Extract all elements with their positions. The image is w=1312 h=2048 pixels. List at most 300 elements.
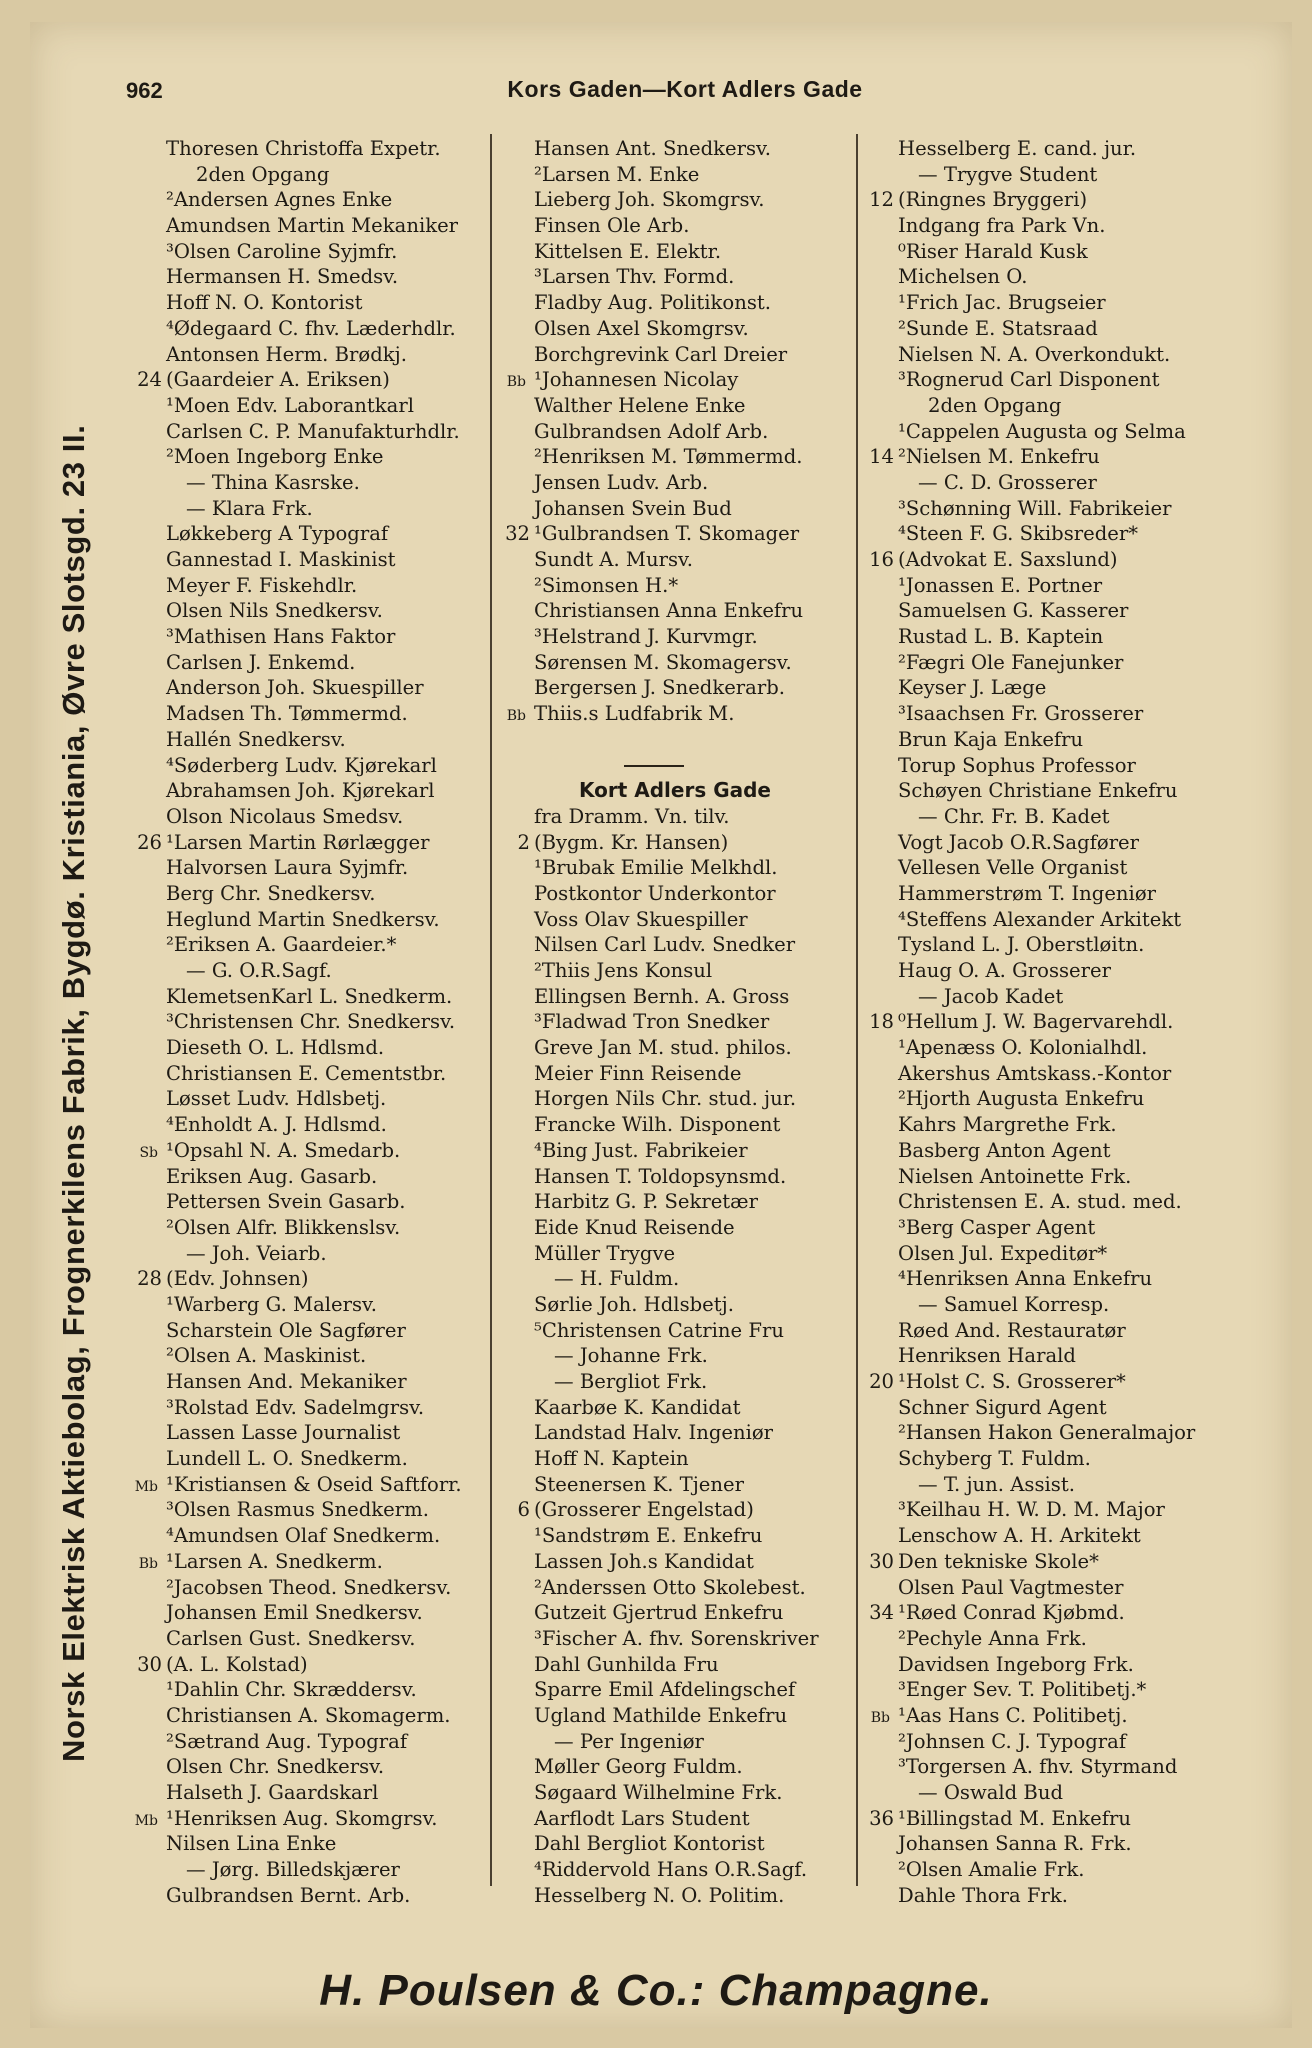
floor-marker: Mb: [134, 1478, 158, 1495]
entry-text: ²Olsen Amalie Frk.: [898, 1858, 1085, 1882]
directory-entry: [494, 1703, 856, 1729]
directory-entry: [494, 162, 856, 188]
side-advertisement: Norsk Elektrisk Aktiebolag, Frognerkilens Fabrik, Bygdø. Kristiania, Øvre Slotsgd. 23 II.: [56, 424, 91, 1762]
entry-text: — Joh. Veiarb.: [186, 1241, 327, 1265]
floor-marker: Bb: [138, 1555, 158, 1572]
directory-entry: [858, 496, 1218, 522]
directory-entry: [126, 1369, 490, 1395]
directory-entry: [494, 239, 856, 265]
directory-entry: [494, 1626, 856, 1652]
directory-entry: [494, 1266, 856, 1292]
directory-entry: [126, 1472, 490, 1498]
directory-entry: [126, 1035, 490, 1061]
entry-text: ¹Dahlin Chr. Skræddersv.: [166, 1678, 417, 1702]
entry-text: — T. jun. Assist.: [918, 1472, 1075, 1496]
directory-entry: [858, 1189, 1218, 1215]
directory-entry: [858, 1523, 1218, 1549]
entry-text: Greve Jan M. stud. philos.: [534, 1036, 792, 1060]
directory-entry: [858, 1086, 1218, 1112]
entry-text: Bergersen J. Snedkerarb.: [534, 676, 785, 700]
house-number: 34: [869, 1601, 894, 1625]
directory-entry: [494, 1575, 856, 1601]
entry-text: Steenersen K. Tjener: [534, 1472, 744, 1496]
house-number: 24: [137, 368, 162, 392]
entry-text: Tysland L. J. Oberstløitn.: [898, 933, 1145, 957]
directory-entry: [126, 1806, 490, 1832]
directory-entry: [858, 1472, 1218, 1498]
entry-text: Olson Nicolaus Smedsv.: [166, 804, 404, 828]
directory-entry: [126, 1729, 490, 1755]
entry-text: Lenschow A. H. Arkitekt: [898, 1524, 1141, 1548]
column-divider: [490, 134, 492, 1886]
directory-entry: [858, 958, 1218, 984]
entry-text: Dahl Bergliot Kontorist: [534, 1832, 765, 1856]
entry-text: Torup Sophus Professor: [898, 753, 1136, 777]
entry-text: ⁴Enholdt A. J. Hdlsmd.: [166, 1113, 387, 1137]
directory-entry: [858, 419, 1218, 445]
entry-text: fra Dramm. Vn. tilv.: [534, 804, 730, 828]
entry-text: ¹Røed Conrad Kjøbmd.: [898, 1601, 1125, 1625]
directory-entry: [126, 1883, 490, 1909]
directory-entry: [494, 1780, 856, 1806]
entry-text: ¹Larsen Martin Rørlægger: [166, 830, 430, 854]
directory-entry: [126, 727, 490, 753]
entry-text: Christiansen E. Cementstbr.: [166, 1061, 447, 1085]
directory-entry: [858, 1446, 1218, 1472]
entry-text: Kaarbøe K. Kandidat: [534, 1395, 741, 1419]
entry-text: Jensen Ludv. Arb.: [534, 470, 709, 494]
directory-entry: [494, 727, 856, 753]
entry-text: ⁴Steen F. G. Skibsreder*: [898, 522, 1139, 546]
directory-entry: [126, 881, 490, 907]
entry-text: ³Larsen Thv. Formd.: [534, 265, 735, 289]
entry-text: Michelsen O.: [898, 265, 1028, 289]
directory-entry: [858, 753, 1218, 779]
entry-text: Thoresen Christoffa Expetr.: [166, 137, 441, 160]
directory-entry: [494, 1831, 856, 1857]
entry-text: Meyer F. Fiskehdlr.: [166, 573, 358, 597]
entry-text: ²Olsen Alfr. Blikkenslsv.: [166, 1215, 401, 1239]
directory-entry: [858, 239, 1218, 265]
entry-text: Hansen T. Toldopsynsmd.: [534, 1164, 787, 1188]
directory-entry: [858, 470, 1218, 496]
entry-text: ⁰Riser Harald Kusk: [898, 239, 1088, 263]
entry-text: Madsen Th. Tømmermd.: [166, 702, 408, 726]
entry-text: Halseth J. Gaardskarl: [166, 1781, 379, 1804]
entry-text: Postkontor Underkontor: [534, 881, 776, 905]
footer-advertisement: H. Poulsen & Co.: Champagne.: [319, 1966, 993, 2015]
entry-text: Vellesen Velle Organist: [898, 856, 1128, 880]
entry-text: ¹Cappelen Augusta og Selma: [898, 419, 1186, 443]
entry-text: ³Rognerud Carl Disponent: [898, 368, 1160, 392]
entry-text: Kahrs Margrethe Frk.: [898, 1113, 1117, 1137]
entry-text: ⁴Søderberg Ludv. Kjørekarl: [166, 753, 437, 777]
entry-text: Olsen Nils Snedkersv.: [166, 599, 383, 623]
directory-entry: [494, 701, 856, 727]
entry-text: Christensen E. A. stud. med.: [898, 1190, 1182, 1214]
directory-entry: [494, 573, 856, 599]
directory-entry: [858, 573, 1218, 599]
entry-text: Schner Sigurd Agent: [898, 1395, 1107, 1419]
directory-entry: [126, 1420, 490, 1446]
directory-entry: [126, 521, 490, 547]
directory-entry: [126, 1086, 490, 1112]
directory-entry: [126, 1857, 490, 1883]
directory-entry: [858, 1626, 1218, 1652]
entry-text: KlemetsenKarl L. Snedkerm.: [166, 984, 453, 1008]
entry-text: Meier Finn Reisende: [534, 1061, 742, 1085]
entry-text: ²Simonsen H.*: [534, 573, 679, 597]
entry-text: — Trygve Student: [918, 162, 1098, 186]
directory-entry: [494, 778, 856, 804]
entry-text: Walther Helene Enke: [534, 393, 746, 417]
entry-text: Olsen Jul. Expeditør*: [898, 1241, 1108, 1265]
entry-text: Lundell L. O. Snedkerm.: [166, 1447, 408, 1471]
directory-entry: [858, 598, 1218, 624]
directory-entry: [126, 675, 490, 701]
entry-text: ¹Jonassen E. Portner: [898, 573, 1103, 597]
floor-marker: Bb: [506, 708, 526, 725]
directory-entry: [858, 778, 1218, 804]
entry-text: Halvorsen Laura Syjmfr.: [166, 856, 409, 880]
house-number: 16: [869, 548, 894, 571]
entry-text: (Gaardeier A. Eriksen): [166, 368, 390, 392]
entry-text: Hoff N. Kaptein: [534, 1447, 689, 1471]
entry-text: — Bergliot Frk.: [554, 1370, 708, 1393]
entry-text: Schøyen Christiane Enkefru: [898, 779, 1178, 803]
directory-entry: [494, 1112, 856, 1138]
directory-entry: [494, 264, 856, 290]
entry-text: ²Sunde E. Statsraad: [898, 316, 1098, 340]
directory-entry: [858, 1009, 1218, 1035]
entry-text: — Thina Kasrske.: [186, 470, 360, 494]
entry-text: ³Berg Casper Agent: [898, 1215, 1096, 1239]
directory-entry: [494, 1600, 856, 1626]
floor-marker: Bb: [506, 374, 526, 391]
entry-text: Møller Georg Fuldm.: [534, 1755, 743, 1779]
entry-text: ¹Opsahl N. A. Smedarb.: [166, 1138, 401, 1162]
entry-text: ¹Johannesen Nicolay: [534, 368, 739, 392]
directory-entry: [126, 1703, 490, 1729]
directory-entry: [494, 290, 856, 316]
entry-text: — Klara Frk.: [186, 496, 313, 520]
entry-text: ⁴Ødegaard C. fhv. Læderhdlr.: [166, 316, 456, 340]
entry-text: (A. L. Kolstad): [166, 1652, 308, 1676]
directory-entry: [126, 1446, 490, 1472]
entry-text: ¹Billingstad M. Enkefru: [898, 1806, 1132, 1830]
directory-entry: [126, 393, 490, 419]
directory-entry: [126, 1138, 490, 1164]
directory-entry: [126, 264, 490, 290]
entry-text: Amundsen Martin Mekaniker: [166, 214, 459, 238]
entry-text: Harbitz G. P. Sekretær: [534, 1190, 758, 1214]
entry-text: Heglund Martin Snedkersv.: [166, 907, 440, 931]
directory-entry: [126, 239, 490, 265]
house-number: 6: [517, 1498, 530, 1522]
entry-text: ³Keilhau H. W. D. M. Major: [898, 1498, 1165, 1522]
directory-entry: [858, 1061, 1218, 1087]
entry-text: ³Helstrand J. Kurvmgr.: [534, 625, 758, 649]
directory-entry: [494, 830, 856, 856]
directory-entry: [494, 675, 856, 701]
directory-entry: [126, 1831, 490, 1857]
entry-text: ³Mathisen Hans Faktor: [166, 625, 396, 649]
entry-text: Gulbrandsen Adolf Arb.: [534, 419, 769, 443]
entry-text: Indgang fra Park Vn.: [898, 214, 1106, 238]
entry-text: Brun Kaja Enkefru: [898, 727, 1084, 751]
directory-entry: [494, 1215, 856, 1241]
entry-text: ²Sætrand Aug. Typograf: [166, 1729, 408, 1753]
entry-text: Davidsen Ingeborg Frk.: [898, 1652, 1134, 1676]
entry-text: ¹Moen Edv. Laborantkarl: [166, 393, 414, 417]
directory-entry: [494, 881, 856, 907]
directory-entry: [126, 932, 490, 958]
entry-text: (Advokat E. Saxslund): [898, 548, 1118, 571]
entry-text: Løkkeberg A Typograf: [166, 522, 389, 546]
directory-entry: [858, 393, 1218, 419]
page-title: Kors Gaden—Kort Adlers Gade: [507, 76, 863, 102]
directory-entry: [858, 521, 1218, 547]
entry-text: ³Fladwad Tron Snedker: [534, 1010, 770, 1034]
entry-text: Fladby Aug. Politikonst.: [534, 291, 771, 315]
directory-entry: [858, 187, 1218, 213]
directory-entry: [858, 1369, 1218, 1395]
directory-entry: [494, 444, 856, 470]
house-number: 26: [137, 830, 162, 854]
directory-entry: [858, 1241, 1218, 1267]
directory-entry: [858, 907, 1218, 933]
entry-text: Olsen Axel Skomgrsv.: [534, 316, 749, 340]
directory-entry: [126, 1266, 490, 1292]
section-separator: [624, 765, 684, 767]
directory-entry: [126, 136, 490, 162]
floor-marker: Sb: [139, 1144, 158, 1161]
directory-entry: [126, 650, 490, 676]
directory-entry: [494, 958, 856, 984]
directory-entry: [858, 650, 1218, 676]
directory-entry: [494, 1189, 856, 1215]
directory-entry: [126, 1677, 490, 1703]
directory-entry: [126, 624, 490, 650]
entry-text: ²Thiis Jens Konsul: [534, 959, 713, 982]
entry-text: ²Pechyle Anna Frk.: [898, 1626, 1087, 1650]
directory-entry: [858, 1883, 1218, 1909]
directory-column-3: [858, 136, 1218, 1908]
entry-text: Dieseth O. L. Hdlsmd.: [166, 1036, 385, 1060]
entry-text: — Jacob Kadet: [918, 984, 1064, 1008]
directory-entry: [494, 213, 856, 239]
entry-text: Hesselberg N. O. Politim.: [534, 1883, 785, 1907]
entry-text: Francke Wilh. Disponent: [534, 1113, 781, 1137]
directory-entry: [126, 598, 490, 624]
entry-text: Olsen Chr. Snedkersv.: [166, 1755, 385, 1779]
entry-text: ²Johnsen C. J. Typograf: [898, 1729, 1127, 1753]
entry-text: Ellingsen Bernh. A. Gross: [534, 984, 790, 1008]
entry-text: — Chr. Fr. B. Kadet: [918, 804, 1110, 828]
directory-entry: [494, 1343, 856, 1369]
directory-entry: [858, 1831, 1218, 1857]
directory-entry: [126, 1112, 490, 1138]
entry-text: Lassen Joh.s Kandidat: [534, 1549, 754, 1573]
directory-entry: [494, 1497, 856, 1523]
directory-entry: [126, 573, 490, 599]
directory-entry: [494, 624, 856, 650]
entry-text: Henriksen Harald: [898, 1344, 1076, 1368]
entry-text: Kittelsen E. Elektr.: [534, 239, 722, 263]
entry-text: ³Christensen Chr. Snedkersv.: [166, 1010, 456, 1034]
directory-entry: [858, 1138, 1218, 1164]
directory-entry: [494, 342, 856, 368]
directory-entry: [494, 1549, 856, 1575]
entry-text: Johansen Sanna R. Frk.: [898, 1832, 1132, 1856]
directory-entry: [126, 1164, 490, 1190]
directory-entry: [126, 470, 490, 496]
entry-text: Finsen Ole Arb.: [534, 214, 690, 238]
directory-entry: [858, 264, 1218, 290]
directory-entry: [858, 804, 1218, 830]
entry-text: Anderson Joh. Skuespiller: [166, 676, 424, 700]
entry-text: ³Enger Sev. T. Politibetj.*: [898, 1678, 1147, 1702]
entry-text: Christiansen Anna Enkefru: [534, 599, 804, 623]
entry-text: Røed And. Restauratør: [898, 1318, 1126, 1342]
entry-text: ⁴Steffens Alexander Arkitekt: [898, 907, 1182, 931]
entry-text: Olsen Paul Vagtmester: [898, 1575, 1124, 1599]
directory-entry: [494, 1857, 856, 1883]
directory-entry: [858, 1575, 1218, 1601]
directory-entry: [126, 1009, 490, 1035]
entry-text: — Jørg. Billedskjærer: [186, 1858, 400, 1882]
house-number: 18: [869, 1010, 894, 1034]
directory-entry: [858, 1035, 1218, 1061]
entry-text: Eriksen Aug. Gasarb.: [166, 1164, 378, 1188]
entry-text: Dahle Thora Frk.: [898, 1883, 1068, 1907]
directory-entry: [494, 1318, 856, 1344]
entry-text: Nilsen Carl Ludv. Snedker: [534, 933, 796, 957]
directory-entry: [126, 1549, 490, 1575]
directory-entry: [494, 907, 856, 933]
directory-entry: [494, 650, 856, 676]
directory-entry: [858, 984, 1218, 1010]
entry-text: ²Olsen A. Maskinist.: [166, 1344, 367, 1368]
directory-entry: [126, 419, 490, 445]
directory-entry: [126, 804, 490, 830]
house-number: 2: [517, 830, 530, 854]
directory-entry: [494, 1472, 856, 1498]
entry-text: — G. O.R.Sagf.: [186, 959, 332, 982]
entry-text: Rustad L. B. Kaptein: [898, 625, 1104, 649]
directory-entry: [494, 1292, 856, 1318]
entry-text: ⁵Christensen Catrine Fru: [534, 1318, 784, 1342]
entry-text: Hoff N. O. Kontorist: [166, 291, 363, 315]
directory-entry: [858, 316, 1218, 342]
entry-text: ¹Warberg G. Malersv.: [166, 1292, 378, 1316]
directory-entry: [126, 316, 490, 342]
entry-text: ¹Aas Hans C. Politibetj.: [898, 1703, 1128, 1727]
house-number: 32: [505, 522, 530, 546]
entry-text: Løsset Ludv. Hdlsbetj.: [166, 1087, 387, 1111]
directory-entry: [126, 1523, 490, 1549]
entry-text: Gutzeit Gjertrud Enkefru: [534, 1601, 784, 1625]
directory-entry: [126, 1497, 490, 1523]
directory-entry: [126, 830, 490, 856]
entry-text: Hesselberg E. cand. jur.: [898, 137, 1137, 160]
entry-text: Berg Chr. Snedkersv.: [166, 881, 376, 905]
entry-text: — H. Fuldm.: [554, 1267, 680, 1291]
entry-text: ³Torgersen A. fhv. Styrmand: [898, 1755, 1178, 1779]
entry-text: ³Olsen Rasmus Snedkerm.: [166, 1498, 429, 1522]
directory-entry: [858, 1497, 1218, 1523]
entry-text: ¹Kristiansen & Oseid Saftforr.: [166, 1472, 462, 1496]
directory-entry: [126, 753, 490, 779]
directory-entry: [494, 316, 856, 342]
house-number: 30: [137, 1652, 162, 1676]
entry-text: ¹Brubak Emilie Melkhdl.: [534, 856, 778, 880]
directory-entry: [494, 984, 856, 1010]
directory-entry: [494, 598, 856, 624]
entry-text: Nielsen Antoinette Frk.: [898, 1164, 1132, 1188]
entry-text: ²Anderssen Otto Skolebest.: [534, 1575, 806, 1599]
directory-entry: [858, 162, 1218, 188]
entry-text: Carlsen J. Enkemd.: [166, 650, 356, 674]
directory-entry: [126, 984, 490, 1010]
directory-entry: [126, 1241, 490, 1267]
house-number: 30: [869, 1549, 894, 1573]
directory-entry: [494, 1164, 856, 1190]
directory-entry: [494, 1446, 856, 1472]
entry-text: Thiis.s Ludfabrik M.: [534, 702, 735, 726]
directory-entry: [858, 675, 1218, 701]
directory-entry: [858, 1112, 1218, 1138]
directory-entry: [858, 1857, 1218, 1883]
directory-entry: [494, 1677, 856, 1703]
directory-entry: [858, 1780, 1218, 1806]
directory-entry: [494, 1061, 856, 1087]
directory-entry: [126, 213, 490, 239]
entry-text: Hansen Ant. Snedkersv.: [534, 137, 772, 160]
entry-text: ¹Henriksen Aug. Skomgrsv.: [166, 1806, 438, 1830]
directory-entry: [858, 624, 1218, 650]
entry-text: Akershus Amtskass.-Kontor: [898, 1061, 1172, 1085]
entry-text: ⁴Amundsen Olaf Snedkerm.: [166, 1524, 441, 1548]
directory-entry: [858, 1420, 1218, 1446]
entry-text: Abrahamsen Joh. Kjørekarl: [166, 779, 435, 803]
house-number: 12: [869, 188, 894, 212]
entry-text: ²Hjorth Augusta Enkefru: [898, 1087, 1145, 1111]
directory-entry: [494, 419, 856, 445]
entry-text: Scharstein Ole Sagfører: [166, 1318, 406, 1342]
directory-entry: [494, 1035, 856, 1061]
entry-text: Voss Olav Skuespiller: [534, 907, 748, 931]
directory-entry: [126, 778, 490, 804]
directory-entry: [126, 187, 490, 213]
entry-text: Den tekniske Skole*: [898, 1549, 1099, 1573]
directory-entry: [126, 1215, 490, 1241]
directory-entry: [494, 496, 856, 522]
entry-text: ³Rolstad Edv. Sadelmgrsv.: [166, 1395, 425, 1419]
directory-entry: [858, 881, 1218, 907]
entry-text: Sørlie Joh. Hdlsbetj.: [534, 1292, 734, 1316]
entry-text: Samuelsen G. Kasserer: [898, 599, 1129, 623]
entry-text: Aarflodt Lars Student: [534, 1806, 750, 1830]
entry-text: (Grosserer Engelstad): [534, 1498, 754, 1522]
entry-text: ¹Frich Jac. Brugseier: [898, 291, 1106, 315]
directory-entry: [858, 1292, 1218, 1318]
directory-entry: [494, 855, 856, 881]
directory-entry: [126, 1292, 490, 1318]
directory-entry: [126, 958, 490, 984]
directory-entry: [858, 367, 1218, 393]
entry-text: Schyberg T. Fuldm.: [898, 1447, 1091, 1471]
